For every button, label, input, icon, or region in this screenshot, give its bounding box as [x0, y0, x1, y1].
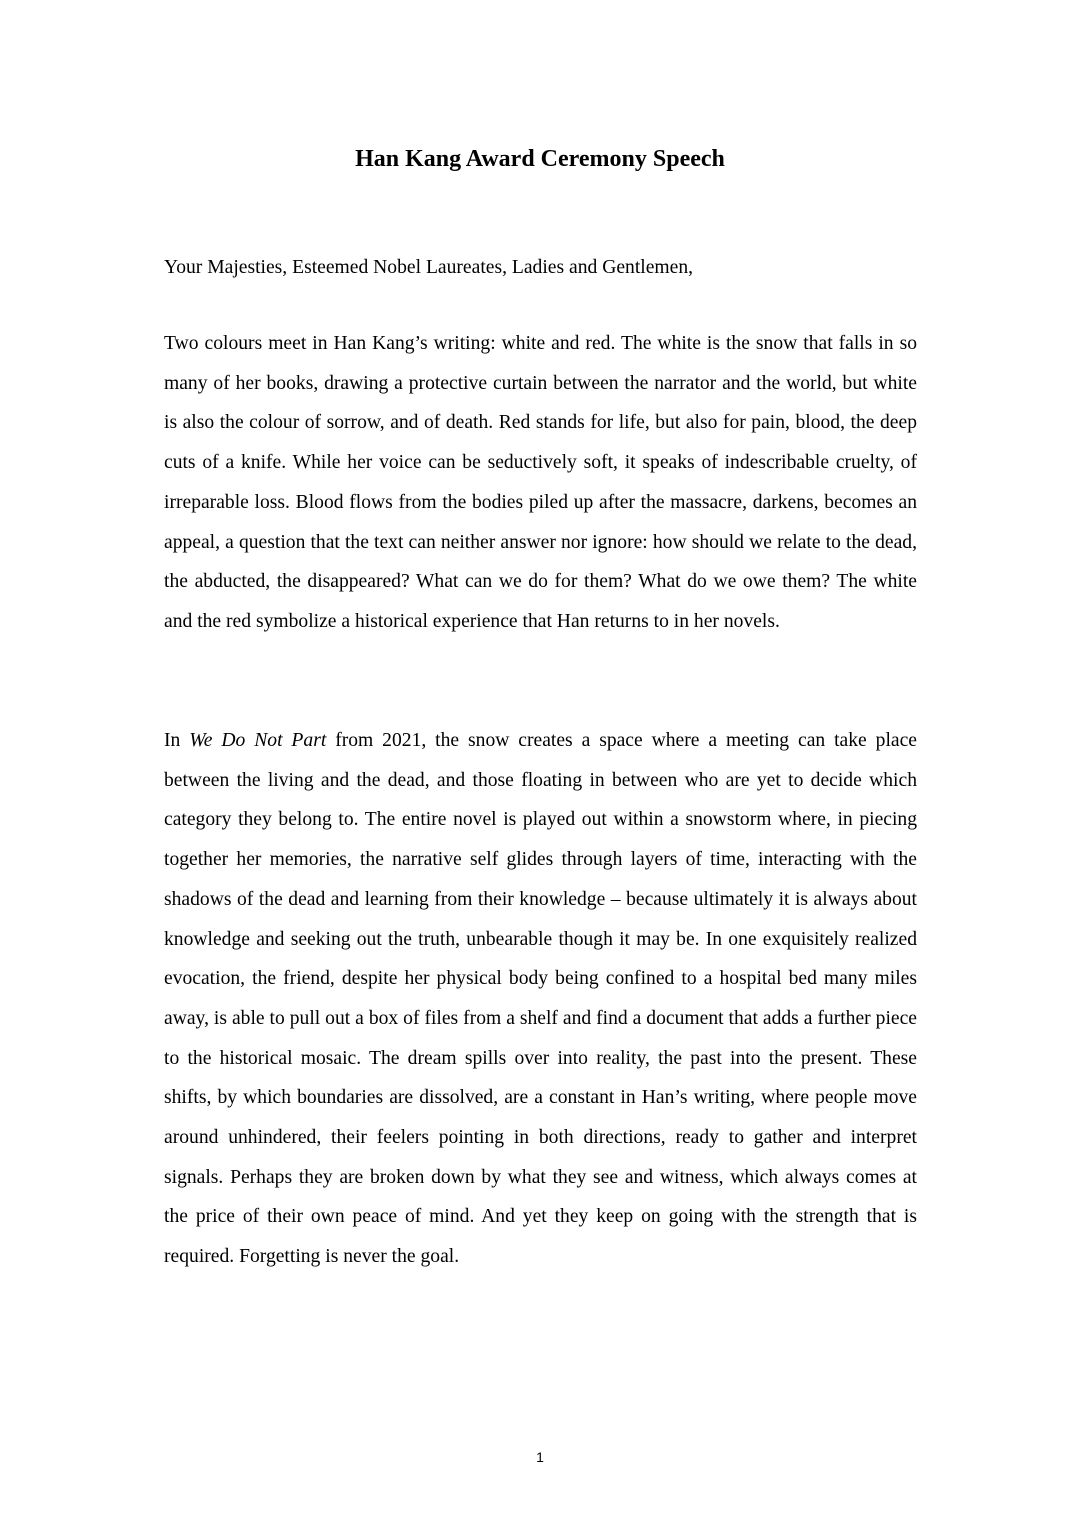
salutation: Your Majesties, Esteemed Nobel Laureates, Ladies and Gentlemen,	[164, 257, 694, 278]
page-title: Han Kang Award Ceremony Speech	[355, 146, 725, 172]
book-title: We Do Not Part	[189, 730, 327, 751]
paragraph-lead: In	[164, 730, 190, 751]
paragraph-colours: Two colours meet in Han Kang’s writing: white and red. The white is the snow that falls in so many of her books, drawing a protective curtain between the narrator and the world, but white is also the colour of sorrow, and of death. Red stands for life, but also for pain, blood, the deep cuts of a knife. While her voice can be seductively soft, it speaks of indescribable cruelty, of irreparable loss. Blood flows from the bodies piled up after the massacre, darkens, becomes an appeal, a question that the text can neither answer nor ignore: how should we relate to the dead, the abducted, the disappeared? What can we do for them? What do we owe them? The white and the red symbolize a historical experience that Han returns to in her novels.	[164, 333, 917, 632]
paragraph-we-do-not-part	[164, 721, 917, 1277]
page-number: 1	[536, 1449, 544, 1465]
paragraph-rest: from 2021, the snow creates a space where a meeting can take place between the living and the dead, and those floating in between who are yet to decide which category they belong to. The entire novel is played out within a snowstorm where, in piecing together her memories, the narrative self glides through layers of time, interacting with the shadows of the dead and learning from their knowledge – because ultimately it is always about knowledge and seeking out the truth, unbearable though it may be. In one exquisitely realized evocation, the friend, despite her physical body being confined to a hospital bed many miles away, is able to pull out a box of files from a shelf and find a document that adds a further piece to the historical mosaic. The dream spills over into reality, the past into the present. These shifts, by which boundaries are dissolved, are a constant in Han’s writing, where people move around unhindered, their feelers pointing in both directions, ready to gather and interpret signals. Perhaps they are broken down by what they see and witness, which always comes at the price of their own peace of mind. And yet they keep on going with the strength that is required. Forgetting is never the goal.	[164, 730, 917, 1268]
